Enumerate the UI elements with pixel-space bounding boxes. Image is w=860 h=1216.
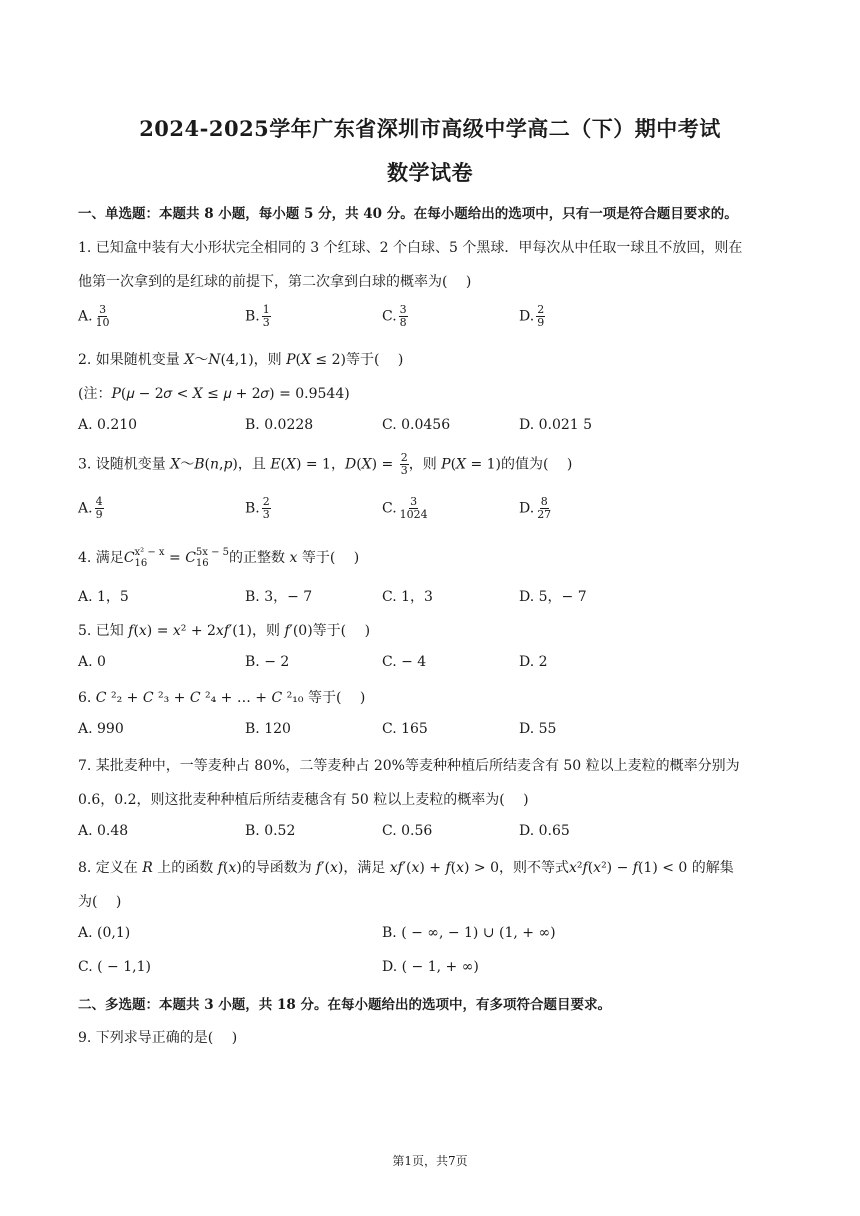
option-a: A. 1，5	[78, 589, 129, 605]
option-c	[382, 304, 408, 329]
option-label: C.	[382, 500, 397, 517]
denominator: 1024	[399, 508, 428, 521]
fraction	[262, 304, 271, 329]
option-c: C. 0.0456	[382, 417, 451, 433]
option-d	[519, 496, 552, 521]
question-text: 4. 满足	[78, 550, 124, 566]
option-d: D. 55	[519, 721, 557, 737]
option-d: D. ( − 1, + ∞)	[382, 959, 479, 975]
question-1-line-1: 1. 已知盒中装有大小形状完全相同的 3 个红球、2 个白球、5 个黑球．甲每次从中任取一球且不放回，则在	[78, 240, 743, 256]
numerator: 2	[262, 495, 270, 508]
numerator: 3	[399, 303, 407, 316]
numerator: 3	[410, 495, 418, 508]
option-b	[245, 496, 271, 521]
option-label: D.	[519, 308, 535, 325]
question-5-line-1: 5. 已知 𝑓(𝑥) = 𝑥² + 2𝑥𝑓′(1)，则 𝑓′(0)等于( )	[78, 623, 371, 639]
fraction	[536, 304, 545, 329]
option-c: C. 1，3	[382, 589, 433, 605]
denominator: 8	[399, 316, 407, 329]
subscript: 16	[134, 558, 148, 569]
question-text: ，则 𝑃(𝑋 = 1)的值为( )	[408, 456, 573, 473]
option-label: C.	[382, 308, 397, 325]
superscript: x² − x	[134, 547, 165, 558]
numerator: 4	[95, 495, 103, 508]
option-a: A. 990	[78, 721, 124, 737]
question-6-line-1: 6. 𝐶 ²₂ + 𝐶 ²₃ + 𝐶 ²₄ + … + 𝐶 ²₁₀ 等于( )	[78, 690, 366, 706]
denominator: 3	[262, 508, 270, 521]
option-d: D. 0.65	[519, 823, 570, 839]
fraction	[400, 452, 409, 477]
option-label: B.	[245, 500, 260, 517]
denominator: 3	[400, 464, 408, 477]
question-2-line-1: 2. 如果随机变量 𝑋～𝑁(4,1)，则 𝑃(𝑋 ≤ 2)等于( )	[78, 352, 404, 368]
exam-subtitle: 数学试卷	[387, 160, 473, 185]
question-9-line-1: 9. 下列求导正确的是( )	[78, 1030, 238, 1046]
option-d	[519, 304, 545, 329]
exam-title: 2024-2025学年广东省深圳市高级中学高二（下）期中考试	[139, 116, 721, 141]
option-d: D. 0.021 5	[519, 417, 593, 433]
question-7-line-2: 0.6，0.2，则这批麦种种植后所结麦穗含有 50 粒以上麦粒的概率为( )	[78, 792, 529, 808]
option-d: D. 2	[519, 654, 548, 670]
option-a: A. 0	[78, 654, 106, 670]
option-label: D.	[519, 500, 535, 517]
option-b	[245, 304, 271, 329]
superscript: 5x − 5	[195, 547, 230, 558]
option-a	[78, 496, 104, 521]
question-text: 3. 设随机变量 𝑋～𝐵(𝑛,𝑝)，且 𝐸(𝑋) = 1，𝐷(𝑋) =	[78, 456, 398, 473]
option-a: A. (0,1)	[78, 925, 131, 941]
subscript: 16	[195, 558, 209, 569]
option-b: B. − 2	[245, 654, 290, 670]
option-label: A.	[78, 500, 93, 517]
fraction	[95, 496, 104, 521]
option-label: B.	[245, 308, 260, 325]
denominator: 10	[95, 316, 110, 329]
option-b: B. 0.0228	[245, 417, 314, 433]
question-3-line-1	[78, 452, 790, 477]
numerator: 3	[99, 303, 107, 316]
denominator: 9	[95, 508, 103, 521]
option-b: B. 3，− 7	[245, 589, 313, 605]
denominator: 9	[537, 316, 545, 329]
question-7-line-1: 7. 某批麦种中，一等麦种占 80%，二等麦种占 20%等麦种种植后所结麦含有 50 粒以上麦粒的概率分别为	[78, 758, 740, 774]
option-d: D. 5，− 7	[519, 589, 587, 605]
option-c: C. 0.56	[382, 823, 433, 839]
fraction	[399, 304, 408, 329]
denominator: 27	[537, 508, 552, 521]
question-2-line-2: (注：𝑃(𝜇 − 2𝜎 < 𝑋 ≤ 𝜇 + 2𝜎) = 0.9544)	[78, 386, 350, 402]
option-label: A.	[78, 308, 93, 325]
option-c: C. ( − 1,1)	[78, 959, 151, 975]
page-footer: 第1页，共7页	[392, 1154, 468, 1168]
question-text: 的正整数 𝑥 等于( )	[229, 550, 360, 566]
question-8-line-1: 8. 定义在 𝑅 上的函数 𝑓(𝑥)的导函数为 𝑓′(𝑥)，满足 𝑥𝑓′(𝑥) + 𝑓(𝑥) > 0，则不等式𝑥²𝑓(𝑥²) − 𝑓(1) < 0 的解集	[78, 860, 734, 876]
fraction	[536, 496, 552, 521]
question-1-line-2: 他第一次拿到的是红球的前提下，第二次拿到白球的概率为( )	[78, 274, 472, 290]
option-a: A. 0.210	[78, 417, 138, 433]
question-8-line-2: 为( )	[78, 894, 122, 910]
question-4-line-1: 4. 满足C x² − x 16 = C 5x − 5 16 的正整数 𝑥 等于( )	[78, 547, 360, 569]
fraction	[399, 496, 429, 521]
fraction	[262, 496, 271, 521]
option-b: B. 0.52	[245, 823, 296, 839]
option-c: C. 165	[382, 721, 428, 737]
section-1-header: 一、单选题：本题共 8 小题，每小题 5 分，共 40 分。在每小题给出的选项中，只有一项是符合题目要求的。	[78, 206, 738, 222]
option-c: C. − 4	[382, 654, 427, 670]
option-a: A. 0.48	[78, 823, 129, 839]
numerator: 8	[540, 495, 548, 508]
option-c	[382, 496, 429, 521]
numerator: 2	[400, 451, 408, 464]
fraction	[95, 304, 111, 329]
option-a	[78, 304, 111, 329]
option-b: B. 120	[245, 721, 291, 737]
option-b: B. ( − ∞, − 1) ∪ (1, + ∞)	[382, 925, 556, 941]
denominator: 3	[262, 316, 270, 329]
numerator: 2	[537, 303, 545, 316]
numerator: 1	[262, 303, 270, 316]
section-2-header: 二、多选题：本题共 3 小题，共 18 分。在每小题给出的选项中，有多项符合题目要求。	[78, 997, 611, 1013]
